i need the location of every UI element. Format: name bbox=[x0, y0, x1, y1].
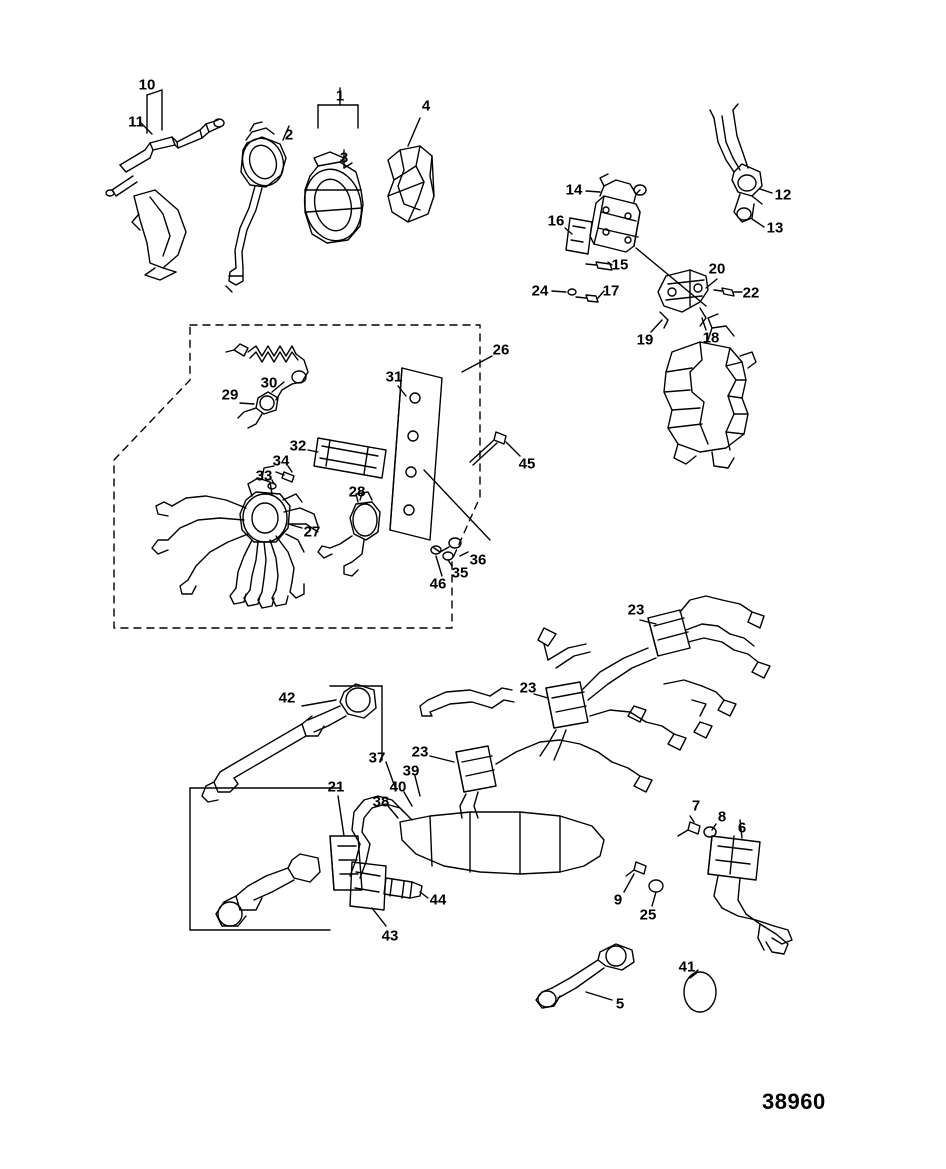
callout-22: 22 bbox=[742, 284, 760, 302]
callout-26: 26 bbox=[492, 341, 510, 359]
callout-20: 20 bbox=[708, 260, 726, 278]
callout-13: 13 bbox=[766, 219, 784, 237]
callout-5: 5 bbox=[615, 995, 625, 1013]
callout-25: 25 bbox=[639, 906, 657, 924]
callout-35: 35 bbox=[451, 564, 469, 582]
callout-2: 2 bbox=[284, 126, 294, 144]
callout-36: 36 bbox=[469, 551, 487, 569]
callout-23-top: 23 bbox=[627, 601, 645, 619]
callout-3: 3 bbox=[339, 149, 349, 167]
drawing-number: 38960 bbox=[762, 1089, 826, 1114]
callout-29: 29 bbox=[221, 386, 239, 404]
callout-45: 45 bbox=[518, 455, 536, 473]
callout-12: 12 bbox=[774, 186, 792, 204]
callout-16: 16 bbox=[547, 212, 565, 230]
callout-32: 32 bbox=[289, 437, 307, 455]
callout-39: 39 bbox=[402, 762, 420, 780]
callout-38: 38 bbox=[372, 793, 390, 811]
callout-46: 46 bbox=[429, 575, 447, 593]
callout-1: 1 bbox=[335, 87, 345, 105]
callout-18: 18 bbox=[702, 329, 720, 347]
callout-9: 9 bbox=[613, 891, 623, 909]
callout-40: 40 bbox=[389, 778, 407, 796]
callout-42: 42 bbox=[278, 689, 296, 707]
callout-14: 14 bbox=[565, 181, 583, 199]
callout-44: 44 bbox=[429, 891, 447, 909]
callout-8: 8 bbox=[717, 808, 727, 826]
callout-19: 19 bbox=[636, 331, 654, 349]
callout-4: 4 bbox=[421, 97, 431, 115]
callout-43: 43 bbox=[381, 927, 399, 945]
callout-24: 24 bbox=[531, 282, 549, 300]
callout-11: 11 bbox=[128, 113, 144, 131]
callout-7: 7 bbox=[691, 797, 701, 815]
callout-6: 6 bbox=[737, 819, 747, 837]
callout-30: 30 bbox=[260, 374, 278, 392]
callout-21: 21 bbox=[327, 778, 345, 796]
callout-23-mid: 23 bbox=[519, 679, 537, 697]
callout-10: 10 bbox=[138, 76, 156, 94]
callout-15: 15 bbox=[611, 256, 629, 274]
callout-37: 37 bbox=[368, 749, 386, 767]
callout-28: 28 bbox=[348, 483, 366, 501]
callout-23-low: 23 bbox=[411, 743, 429, 761]
callout-41: 41 bbox=[678, 958, 696, 976]
callout-27: 27 bbox=[303, 523, 321, 541]
callout-34: 34 bbox=[272, 452, 290, 470]
callout-31: 31 bbox=[385, 368, 403, 386]
callout-33: 33 bbox=[255, 467, 273, 485]
callout-17: 17 bbox=[602, 282, 620, 300]
